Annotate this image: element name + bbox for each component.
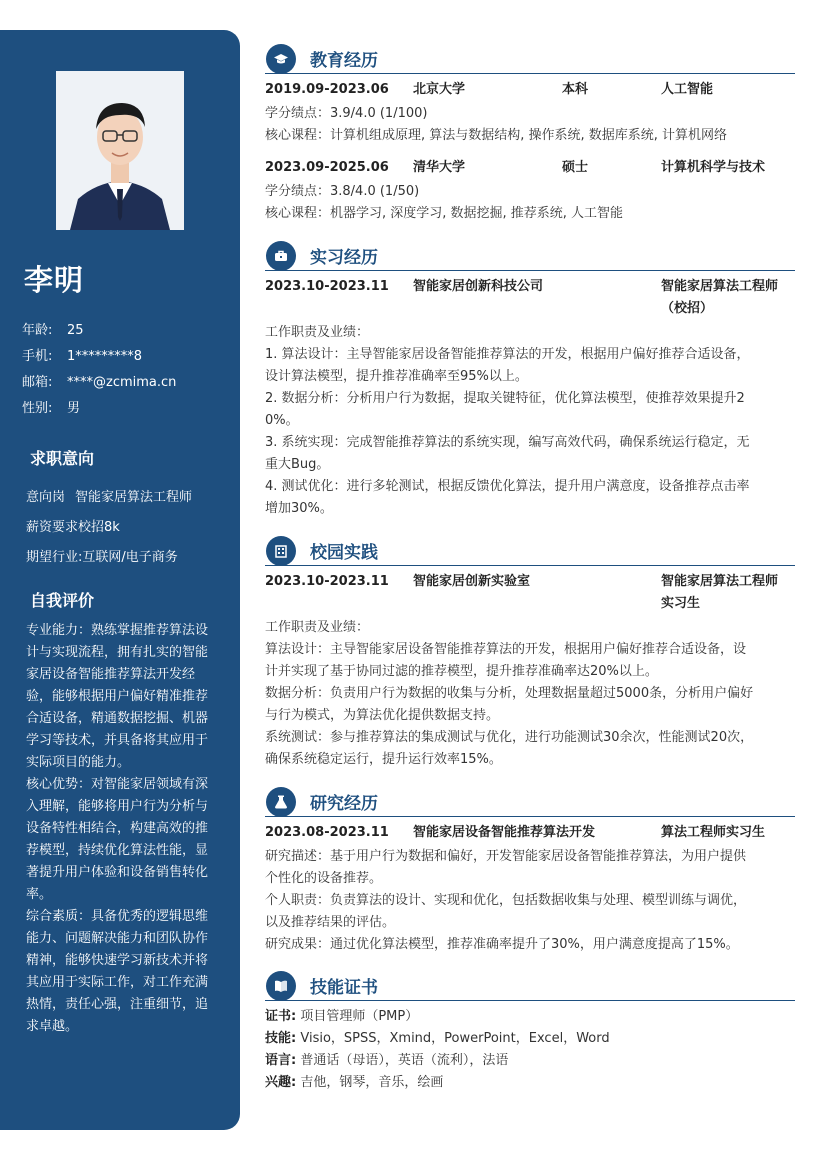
detail-line: 3. 系统实现：完成智能推荐算法的系统实现，编写高效代码，确保系统运行稳定，无 — [265, 435, 750, 450]
skill-item — [265, 1050, 795, 1072]
education-major: 计算机科学与技术 — [661, 160, 766, 175]
education-major: 人工智能 — [661, 82, 714, 97]
education-header — [265, 43, 795, 74]
skill-label: 语言: — [265, 1053, 297, 1068]
education-detail — [265, 103, 795, 147]
education-school: 清华大学 — [413, 160, 466, 175]
internship-header — [265, 240, 795, 271]
self-eval-body — [26, 620, 218, 1038]
detail-line: 计并实现了基于协同过滤的推荐模型，提升推荐准确率达20%以上。 — [265, 664, 658, 679]
detail-line: 增加30%。 — [265, 501, 333, 516]
research-title: 研究经历 — [310, 794, 378, 814]
research-role: 算法工程师实习生 — [661, 825, 766, 840]
info-email — [22, 374, 176, 392]
detail-line: 1. 算法设计：主导智能家居设备智能推荐算法的开发，根据用户偏好推荐合适设备， — [265, 347, 750, 362]
research-header — [265, 786, 795, 817]
info-value: 25 — [67, 323, 84, 338]
education-title: 教育经历 — [310, 51, 378, 71]
detail-line: 2. 数据分析：分析用户行为数据，提取关键特征，优化算法模型，使推荐效果提升2 — [265, 391, 745, 406]
info-phone — [22, 348, 142, 366]
graduation-cap-icon — [266, 44, 296, 74]
info-label: 性别: — [22, 401, 53, 416]
intent-heading: 求职意向 — [30, 449, 95, 468]
skill-item — [265, 1006, 795, 1028]
education-detail — [265, 181, 795, 225]
intent-position-value: 智能家居算法工程师 — [75, 490, 193, 505]
campus-role-note: 实习生 — [661, 596, 701, 611]
building-icon — [266, 536, 296, 566]
skills-title: 技能证书 — [310, 978, 378, 998]
education-period: 2019.09-2023.06 — [265, 82, 389, 97]
research-project: 智能家居设备智能推荐算法开发 — [413, 825, 596, 840]
skill-item — [265, 1072, 795, 1094]
campus-role: 智能家居算法工程师 — [661, 574, 779, 589]
intent-industry-value: 互联网/电子商务 — [82, 550, 178, 565]
info-label: 年龄: — [22, 323, 53, 338]
campus-org: 智能家居创新实验室 — [413, 574, 531, 589]
detail-line: 重大Bug。 — [265, 457, 330, 472]
detail-line: 研究描述：基于用户行为数据和偏好，开发智能家居设备智能推荐算法，为用户提供 — [265, 849, 747, 864]
skills-list — [265, 1006, 795, 1094]
self-eval-paragraph: 核心优势：对智能家居领域有深入理解，能够将用户行为分析与设备特性相结合，构建高效的推荐模型，持续优化算法性能，显著提升用户体验和设备销售转化率。 — [26, 777, 209, 902]
detail-line: 设计算法模型，提升推荐准确率至95%以上。 — [265, 369, 528, 384]
skill-value: 吉他，钢琴，音乐，绘画 — [300, 1075, 444, 1090]
internship-role-note: （校招） — [661, 301, 714, 316]
detail-line: 工作职责及业绩： — [265, 620, 370, 635]
research-detail — [265, 846, 795, 956]
intent-position-label: 意向岗 — [26, 490, 66, 505]
campus-period: 2023.10-2023.11 — [265, 574, 389, 589]
detail-line: 与行为模式，为算法优化提供数据支持。 — [265, 708, 500, 723]
sidebar — [0, 30, 240, 1130]
avatar — [56, 71, 184, 230]
skill-value: 普通话（母语），英语（流利），法语 — [300, 1053, 509, 1068]
skill-value: Visio，SPSS，Xmind，PowerPoint，Excel，Word — [300, 1031, 610, 1046]
self-eval-paragraph: 综合素质：具备优秀的逻辑思维能力、问题解决能力和团队协作精神，能够快速学习新技术并将其应用于实际工作，对工作充满热情，责任心强，注重细节，追求卓越。 — [26, 909, 209, 1034]
internship-detail — [265, 322, 795, 520]
book-icon — [266, 971, 296, 1001]
detail-line: 4. 测试优化：进行多轮测试，根据反馈优化算法，提升用户满意度，设备推荐点击率 — [265, 479, 750, 494]
info-gender — [22, 400, 80, 418]
detail-line: 工作职责及业绩： — [265, 325, 370, 340]
skill-label: 兴趣: — [265, 1075, 297, 1090]
detail-line: 算法设计：主导智能家居设备智能推荐算法的开发，根据用户偏好推荐合适设备，设 — [265, 642, 747, 657]
intent-salary — [26, 516, 120, 535]
info-value: ****@zcmima.cn — [67, 375, 177, 390]
info-label: 手机: — [22, 349, 53, 364]
intent-industry-label: 期望行业: — [26, 550, 83, 565]
campus-header — [265, 535, 795, 566]
internship-period: 2023.10-2023.11 — [265, 279, 389, 294]
campus-title: 校园实践 — [310, 543, 378, 563]
detail-line: 研究成果：通过优化算法模型，推荐准确率提升了30%，用户满意度提高了15%。 — [265, 937, 739, 952]
detail-line: 确保系统稳定运行，提升运行效率15%。 — [265, 752, 502, 767]
internship-company: 智能家居创新科技公司 — [413, 279, 544, 294]
education-gpa: 学分绩点：3.9/4.0 (1/100) — [265, 106, 428, 121]
intent-salary-value: 校招 — [78, 520, 105, 535]
portrait-photo — [56, 71, 184, 230]
info-value: 男 — [67, 401, 81, 416]
intent-salary-overlap: 8k — [104, 520, 120, 535]
detail-line: 个人职责：负责算法的设计、实现和优化，包括数据收集与处理、模型训练与调优， — [265, 893, 747, 908]
skills-header — [265, 970, 795, 1001]
education-courses: 核心课程：机器学习, 深度学习, 数据挖掘, 推荐系统, 人工智能 — [265, 206, 624, 221]
detail-line: 0%。 — [265, 413, 299, 428]
education-courses: 核心课程：计算机组成原理, 算法与数据结构, 操作系统, 数据库系统, 计算机网络 — [265, 128, 728, 143]
skill-value: 项目管理师（PMP） — [300, 1009, 419, 1024]
education-period: 2023.09-2025.06 — [265, 160, 389, 175]
internship-title: 实习经历 — [310, 248, 378, 268]
info-age — [22, 322, 84, 340]
intent-industry — [26, 546, 178, 565]
candidate-name: 李明 — [24, 263, 85, 297]
intent-position — [26, 486, 192, 505]
skill-item — [265, 1028, 795, 1050]
education-school: 北京大学 — [413, 82, 466, 97]
flask-icon — [266, 787, 296, 817]
detail-line: 系统测试：参与推荐算法的集成测试与优化，进行功能测试30余次，性能测试20次， — [265, 730, 754, 745]
detail-line: 以及推荐结果的评估。 — [265, 915, 396, 930]
intent-salary-label: 薪资要求 — [26, 520, 79, 535]
education-gpa: 学分绩点：3.8/4.0 (1/50) — [265, 184, 420, 199]
self-eval-heading: 自我评价 — [30, 591, 95, 610]
education-degree: 本科 — [562, 82, 589, 97]
education-degree: 硕士 — [562, 160, 589, 175]
campus-detail — [265, 617, 795, 771]
info-label: 邮箱: — [22, 375, 53, 390]
internship-role: 智能家居算法工程师 — [661, 279, 779, 294]
skill-label: 技能: — [265, 1031, 297, 1046]
detail-line: 个性化的设备推荐。 — [265, 871, 383, 886]
research-period: 2023.08-2023.11 — [265, 825, 389, 840]
briefcase-icon — [266, 241, 296, 271]
skill-label: 证书: — [265, 1009, 297, 1024]
detail-line: 数据分析：负责用户行为数据的收集与分析，处理数据量超过5000条，分析用户偏好 — [265, 686, 754, 701]
info-value: 1*********8 — [67, 349, 143, 364]
self-eval-paragraph: 专业能力：熟练掌握推荐算法设计与实现流程，拥有扎实的智能家居设备智能推荐算法开发经验，能够根据用户偏好精准推荐合适设备，精通数据挖掘、机器学习等技术，并具备将其应用于实际项目的能力。 — [26, 623, 209, 770]
